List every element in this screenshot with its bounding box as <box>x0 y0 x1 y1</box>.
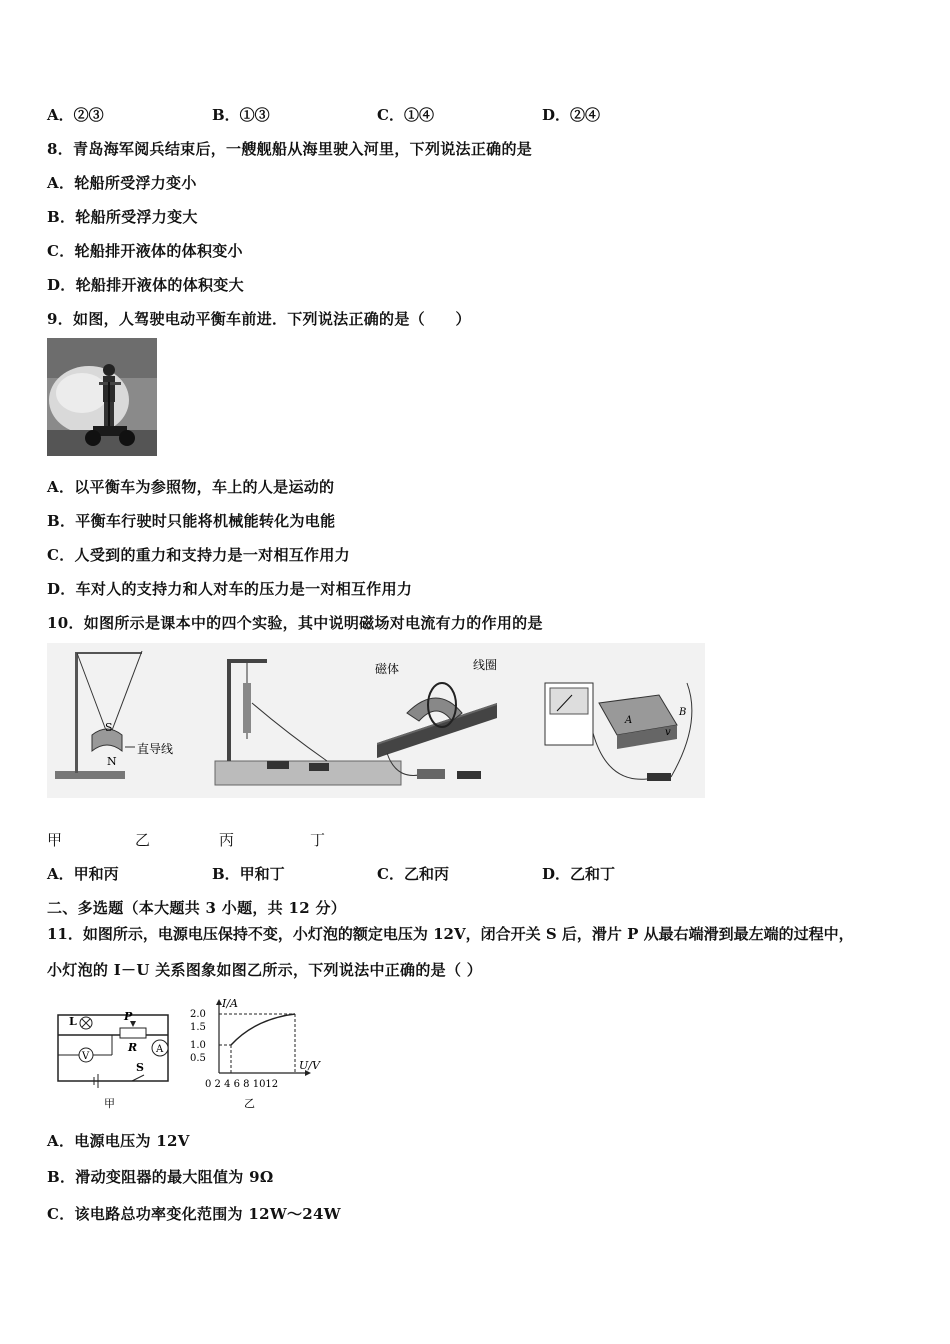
section2-heading: 二、多选题（本大题共 3 小题，共 12 分） <box>47 899 347 917</box>
circuit-label-l: L <box>69 1015 77 1028</box>
ding-label-b: B <box>679 707 687 718</box>
q9-option-a: A．以平衡车为参照物，车上的人是运动的 <box>47 478 335 496</box>
ding-label-v: v <box>665 727 671 738</box>
q10-caption-bing: 丙 <box>219 831 235 849</box>
q9-balance-car-photo <box>47 338 157 456</box>
q10-experiments-figure <box>47 643 705 798</box>
q11-stem-line2: 小灯泡的 I－U 关系图象如图乙所示，下列说法中正确的是（ ） <box>47 961 483 979</box>
q11-option-a: A．电源电压为 12V <box>47 1132 190 1150</box>
circuit-caption: 甲 <box>104 1097 115 1110</box>
q11-stem-line1: 11．如图所示，电源电压保持不变，小灯泡的额定电压为 12V，闭合开关 S 后，滑片 P 从最右端滑到最左端的过程中， <box>47 925 854 943</box>
circuit-label-p: P <box>124 1010 133 1023</box>
q10-caption-jia: 甲 <box>47 831 63 849</box>
circuit-label-v: V <box>82 1051 90 1062</box>
circuit-label-s: S <box>136 1061 144 1074</box>
graph-ytick-2.0: 2.0 <box>190 1009 206 1020</box>
jia-label-s: S <box>105 721 113 734</box>
q9-option-d: D．车对人的支持力和人对车的压力是一对相互作用力 <box>47 580 413 598</box>
graph-ytick-1.5: 1.5 <box>190 1022 206 1033</box>
graph-ytick-1.0: 1.0 <box>190 1040 206 1051</box>
q10-option-b: B．甲和丁 <box>212 865 285 883</box>
bing-label-coil: 线圈 <box>473 658 498 672</box>
q9-option-c: C．人受到的重力和支持力是一对相互作用力 <box>47 546 350 564</box>
q8-option-c: C．轮船排开液体的体积变小 <box>47 242 243 260</box>
q10-caption-ding: 丁 <box>310 831 326 849</box>
q8-stem: 8．青岛海军阅兵结束后，一艘舰船从海里驶入河里，下列说法正确的是 <box>47 140 533 158</box>
q10-stem: 10．如图所示是课本中的四个实验，其中说明磁场对电流有力的作用的是 <box>47 614 543 632</box>
q7-option-a: A．②③ <box>47 106 104 124</box>
ding-label-a: A <box>625 715 633 726</box>
q11-circuit-figure <box>52 1003 182 1113</box>
circuit-label-a: A <box>156 1044 164 1055</box>
q10-caption-yi: 乙 <box>135 831 151 849</box>
circuit-label-r: R <box>128 1041 138 1054</box>
graph-caption: 乙 <box>244 1097 255 1110</box>
jia-label-wire: 直导线 <box>137 742 174 756</box>
q11-option-c: C．该电路总功率变化范围为 12W～24W <box>47 1205 341 1223</box>
q10-option-a: A．甲和丙 <box>47 865 119 883</box>
graph-ytick-0.5: 0.5 <box>190 1053 206 1064</box>
q9-option-b: B．平衡车行驶时只能将机械能转化为电能 <box>47 512 336 530</box>
q7-option-c: C．①④ <box>377 106 434 124</box>
q9-stem: 9．如图，人驾驶电动平衡车前进．下列说法正确的是（ ） <box>47 310 471 328</box>
jia-label-n: N <box>107 755 117 768</box>
q11-option-b: B．滑动变阻器的最大阻值为 9Ω <box>47 1168 274 1186</box>
q11-iu-graph <box>185 997 335 1113</box>
graph-ylabel: I/A <box>222 997 238 1010</box>
bing-label-magnet: 磁体 <box>375 662 400 676</box>
q10-option-c: C．乙和丙 <box>377 865 449 883</box>
q10-option-d: D．乙和丁 <box>542 865 616 883</box>
q7-option-d: D．②④ <box>542 106 601 124</box>
graph-xticks: 0 2 4 6 8 1012 <box>205 1079 279 1090</box>
q7-option-b: B．①③ <box>212 106 270 124</box>
graph-xlabel: U/V <box>299 1059 320 1072</box>
q8-option-d: D．轮船排开液体的体积变大 <box>47 276 244 294</box>
q8-option-a: A．轮船所受浮力变小 <box>47 174 197 192</box>
q8-option-b: B．轮船所受浮力变大 <box>47 208 198 226</box>
